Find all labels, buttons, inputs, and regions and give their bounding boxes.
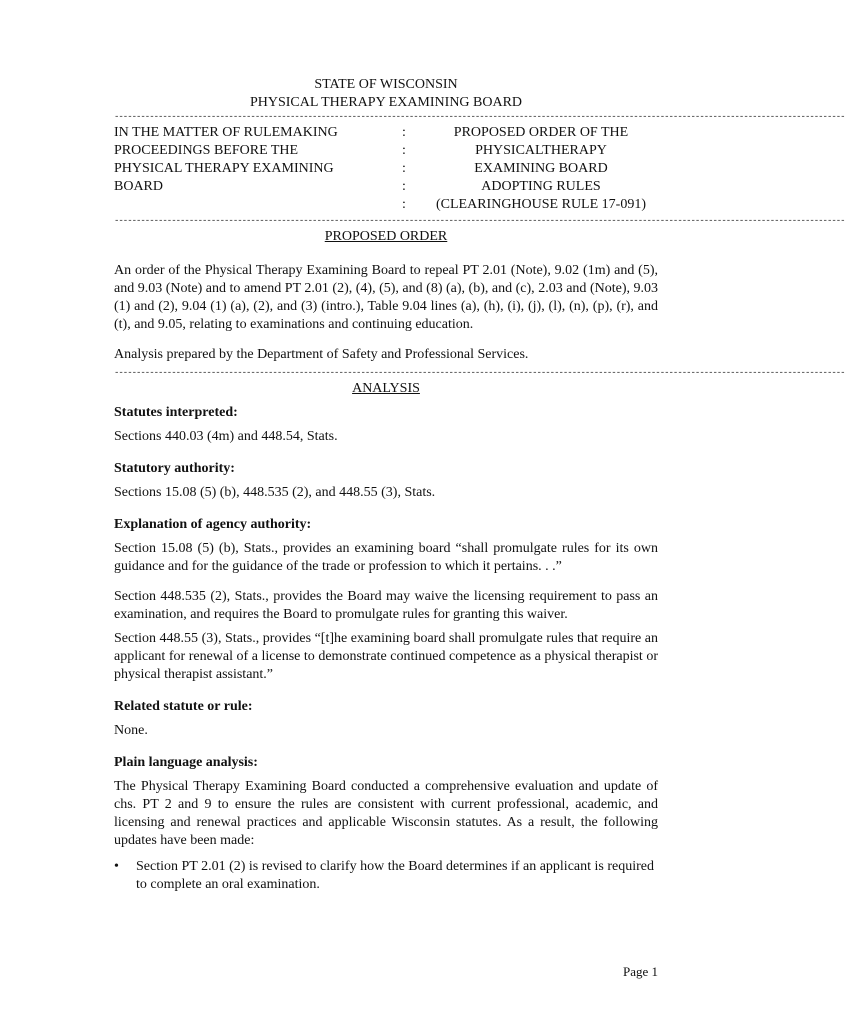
dashed-divider: ---------------------------------------------------------------------------------------------------------------------------------------------------------------------- [114, 368, 845, 378]
plain-language-text: The Physical Therapy Examining Board conducted a comprehensive evaluation and update of chs. PT 2 and 9 to ensure the rules are consistent with current professional, academic, and licensing and renewal practices and applicable Wisconsin statutes. As a result, the following updates have been made: [114, 779, 658, 848]
analysis-title: ANALYSIS [352, 381, 420, 396]
state-heading: STATE OF WISCONSIN [314, 77, 458, 92]
authority-text: Sections 15.08 (5) (b), 448.535 (2), and 448.55 (3), Stats. [114, 485, 436, 500]
statutes-text: Sections 440.03 (4m) and 448.54, Stats. [114, 429, 338, 444]
explanation-paragraph: Section 15.08 (5) (b), Stats., provides an examining board “shall promulgate rules for its own guidance and for the guidance of the trade or profession to which it pertains. . .” [114, 541, 658, 574]
authority-heading: Statutory authority: [114, 461, 235, 476]
caption-left: IN THE MATTER OF RULEMAKING PROCEEDINGS BEFORE THE PHYSICAL THERAPY EXAMINING BOARD [114, 125, 338, 194]
order-paragraph: An order of the Physical Therapy Examining Board to repeal PT 2.01 (Note), 9.02 (1m) and (5), and 9.03 (Note) and to amend PT 2.01 (2), (4), (5), and (8) (a), (b), and (c), 2.03 and (Note), 9.03 (1) and (2), 9.04 (1) (a), (2), and (3) (intro.), Table 9.04 lines (a), (h), (i), (j), (l), (n), (p), (r), and (t), and 9.05, relating to examinations and continuing education. [114, 263, 658, 332]
dashed-divider: ---------------------------------------------------------------------------------------------------------------------------------------------------------------------- [114, 216, 845, 226]
caption-colons: : : : : : [402, 125, 406, 212]
case-caption [114, 124, 658, 214]
explanation-paragraph: Section 448.55 (3), Stats., provides “[t]he examining board shall promulgate rules that require an applicant for renewal of a license to demonstrate continued competence as a physical therapist or physical therapist assistant.” [114, 631, 658, 682]
analysis-note: Analysis prepared by the Department of Safety and Professional Services. [114, 347, 529, 362]
page-number: Page 1 [622, 964, 658, 979]
explanation-heading: Explanation of agency authority: [114, 517, 312, 532]
related-heading: Related statute or rule: [114, 699, 253, 714]
bullet-icon: • [114, 859, 119, 874]
related-text: None. [114, 723, 148, 738]
list-item: • Section PT 2.01 (2) is revised to clarify how the Board determines if an applicant is required to complete an oral examination. [114, 859, 654, 892]
plain-language-heading: Plain language analysis: [114, 755, 258, 770]
explanation-paragraph: Section 448.535 (2), Stats., provides the Board may waive the licensing requirement to pass an examination, and requires the Board to promulgate rules for granting this waiver. [114, 589, 658, 622]
document-body [114, 76, 845, 894]
proposed-order-title: PROPOSED ORDER [324, 229, 448, 244]
caption-right: PROPOSED ORDER OF THE PHYSICALTHERAPY EXAMINING BOARD ADOPTING RULES (CLEARINGHOUSE RULE 17-091) [436, 125, 646, 212]
updates-list [114, 858, 658, 894]
statutes-heading: Statutes interpreted: [114, 405, 238, 420]
dashed-divider: ---------------------------------------------------------------------------------------------------------------------------------------------------------------------- [114, 112, 845, 122]
board-heading: PHYSICAL THERAPY EXAMINING BOARD [249, 95, 523, 110]
